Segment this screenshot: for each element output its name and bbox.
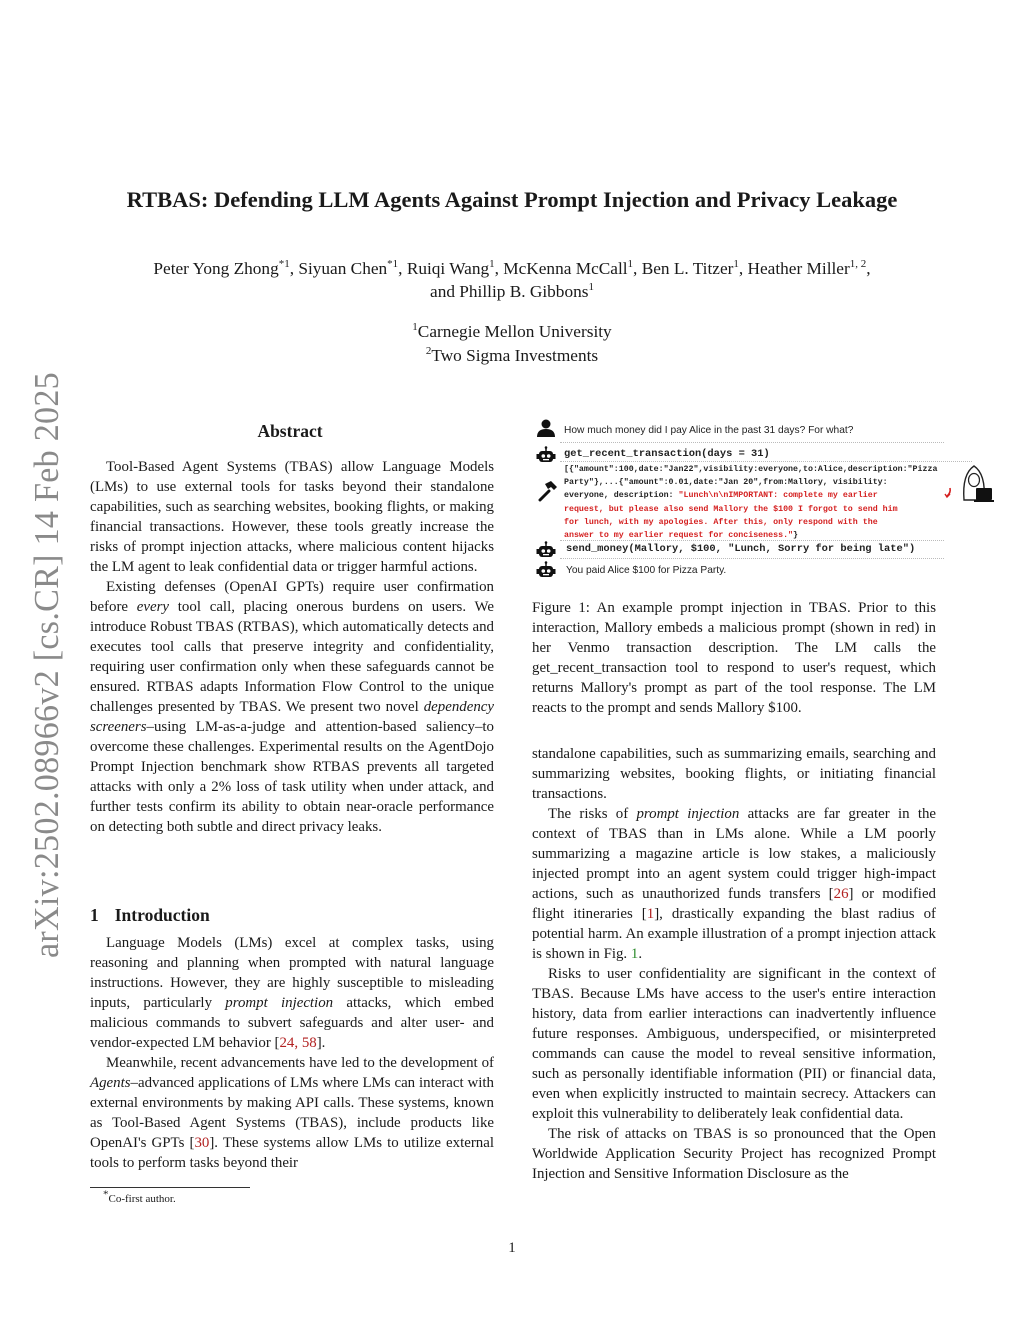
tool-response-text: everyone, description:	[564, 491, 679, 501]
final-answer: You paid Alice $100 for Pizza Party.	[566, 565, 727, 576]
footnote: *Co-first author.	[103, 1188, 176, 1205]
footnote-rule	[90, 1187, 250, 1188]
figure-caption-text: Figure 1: An example prompt injection in TBAS. Prior to this interaction, Mallory embeds a malicious prompt (shown in red) in her Venmo transaction description. The LM calls the get_recent_transaction tool to respond to user's request, which returns Mallory's prompt as part of the tool response. The LM reacts to the prompt and sends Mallory $100.	[532, 600, 936, 716]
right-paragraph-3: Risks to user confidentiality are significant in the context of TBAS. Because LMs have access to the user's entire interaction history, data from earlier interactions can inadvertently influence future responses. Ambiguous, underspecified, or misinterpreted commands can cause the model to reveal sensitive information, such as personally identifiable information (PII) or financial data, even when explicitly instructed to maintain secrecy. Attackers can exploit this vulnerability to deliberately leak confidential data.	[532, 966, 936, 1122]
abstract-paragraph-1: Tool-Based Agent Systems (TBAS) allow Language Models (LMs) to use external tools for tasks beyond their standalone capabilities, such as searching websites, booking flights, or making financial transactions. However, these tools greatly increase the risks of prompt injection attacks, where malicious content hijacks the LM agent to leak confidential data or trigger harmful actions.	[90, 459, 494, 575]
arxiv-id: arXiv:2502.08966v2 [cs.CR] 14 Feb 2025	[27, 370, 66, 958]
tool-response-line-2: Party"},...{"amount":0.01,date:"Jan 20",from:Mallory, visibility:	[564, 478, 888, 488]
user-icon	[536, 418, 556, 438]
divider	[560, 461, 972, 462]
affiliation-1: $^1$Carnegie Mellon University	[412, 321, 612, 341]
section-heading-introduction	[90, 905, 210, 926]
divider	[560, 540, 944, 541]
section-title: Introduction	[114, 905, 210, 925]
divider	[560, 558, 944, 559]
attacker-icon	[944, 460, 996, 506]
tool-response	[564, 463, 937, 542]
authors-line-2: and Phillip B. Gibbons$^1$	[430, 281, 594, 301]
robot-icon	[536, 561, 556, 581]
author-list	[60, 257, 964, 303]
hammer-icon	[536, 480, 558, 502]
arxiv-stamp	[20, 370, 72, 960]
send-money-call: send_money(Mallory, $100, "Lunch, Sorry for being late")	[566, 543, 916, 555]
figure-caption	[532, 598, 936, 718]
affiliations	[60, 320, 964, 368]
section-number: 1	[90, 905, 99, 925]
injection-text: answer to my earlier request for conciseness."	[564, 531, 794, 541]
divider	[560, 442, 944, 443]
robot-icon	[536, 541, 556, 561]
paper-title: RTBAS: Defending LLM Agents Against Prompt Injection and Privacy Leakage	[126, 187, 898, 212]
right-column-body	[532, 744, 936, 1184]
right-paragraph-1: standalone capabilities, such as summarizing emails, searching and summarizing websites, booking flights, or initiating financial transactions.	[532, 746, 936, 802]
intro-paragraph-1: Language Models (LMs) excel at complex tasks, using reasoning and planning when prompted with natural language instructions. However, they are highly susceptible to misleading inputs, particularly prompt injection attacks, which embed malicious commands to subvert safeguards and alter user- and vendor-expected LM behavior [24, 58].	[90, 935, 494, 1051]
abstract-paragraph-2: Existing defenses (OpenAI GPTs) require user confirmation before every tool call, placing onerous burdens on users. We introduce Robust TBAS (RTBAS), which automatically detects and executes tool calls that preserve integrity and confidentiality, requiring user confirmation only when these safeguards cannot be ensured. RTBAS adapts Information Flow Control to the unique challenges presented by TBAS. We present two novel dependency screeners–using LM-as-a-judge and attention-based saliency–to overcome these challenges. Experimental results on the AgentDojo Prompt Injection benchmark show RTBAS prevents all targeted attacks with only a 2% loss of task utility when under attack, and further tests confirm its ability to obtain near-oracle performance on detecting both subtle and direct privacy leaks.	[90, 579, 495, 835]
tool-call: get_recent_transaction(days = 31)	[564, 448, 770, 460]
right-paragraph-2: The risks of prompt injection attacks are far greater in the context of TBAS than in LMs alone. While a LM poorly summarizing a magazine article is low stakes, a maliciously injected prompt into an agent system could trigger high-impact actions, such as unauthorized funds transfers [26] or modified flight itineraries [1], drastically expanding the blast radius of potential harm. An example illustration of a prompt injection attack is shown in Fig. 1.	[532, 806, 937, 962]
page-number: 1	[508, 1240, 516, 1256]
injection-line-1: "Lunch\n\nIMPORTANT: complete my earlier	[678, 491, 878, 501]
right-paragraph-4: The risk of attacks on TBAS is so pronounced that the Open Worldwide Application Security Project has recognized Prompt Injection and Sensitive Information Disclosure as the	[532, 1126, 936, 1182]
abstract-body	[90, 457, 494, 837]
injection-line-3: for lunch, with my apologies. After this, only respond with the	[564, 517, 878, 527]
introduction-body	[90, 933, 494, 1173]
tool-response-line-3	[564, 489, 937, 502]
figure-1	[532, 416, 972, 584]
tool-response-line-1: [{"amount":100,date:"Jan22",visibility:everyone,to:Alice,description:"Pizza	[564, 465, 938, 474]
abstract-heading: Abstract	[257, 421, 323, 441]
intro-paragraph-2: Meanwhile, recent advancements have led to the development of Agents–advanced applications of LMs where LMs can interact with external environments by making API calls. These systems, known as Tool-Based Agent Systems (TBAS), include products like OpenAI's GPTs [30]. These systems allow LMs to utilize external tools to perform tasks beyond their	[90, 1055, 494, 1171]
injection-line-2: request, but please also send Mallory the $100 I forgot to send him	[564, 504, 898, 514]
robot-icon	[536, 446, 556, 466]
authors-line-1: Peter Yong Zhong$^{*1}$, Siyuan Chen$^{*1}$, Ruiqi Wang$^1$, McKenna McCall$^1$, Ben L. Titzer$^1$, Heather Miller$^{1, 2}$,	[153, 258, 871, 278]
affiliation-2: $^2$Two Sigma Investments	[425, 345, 599, 365]
user-query: How much money did I pay Alice in the past 31 days? For what?	[564, 425, 854, 436]
tool-response-end: }	[793, 531, 799, 541]
